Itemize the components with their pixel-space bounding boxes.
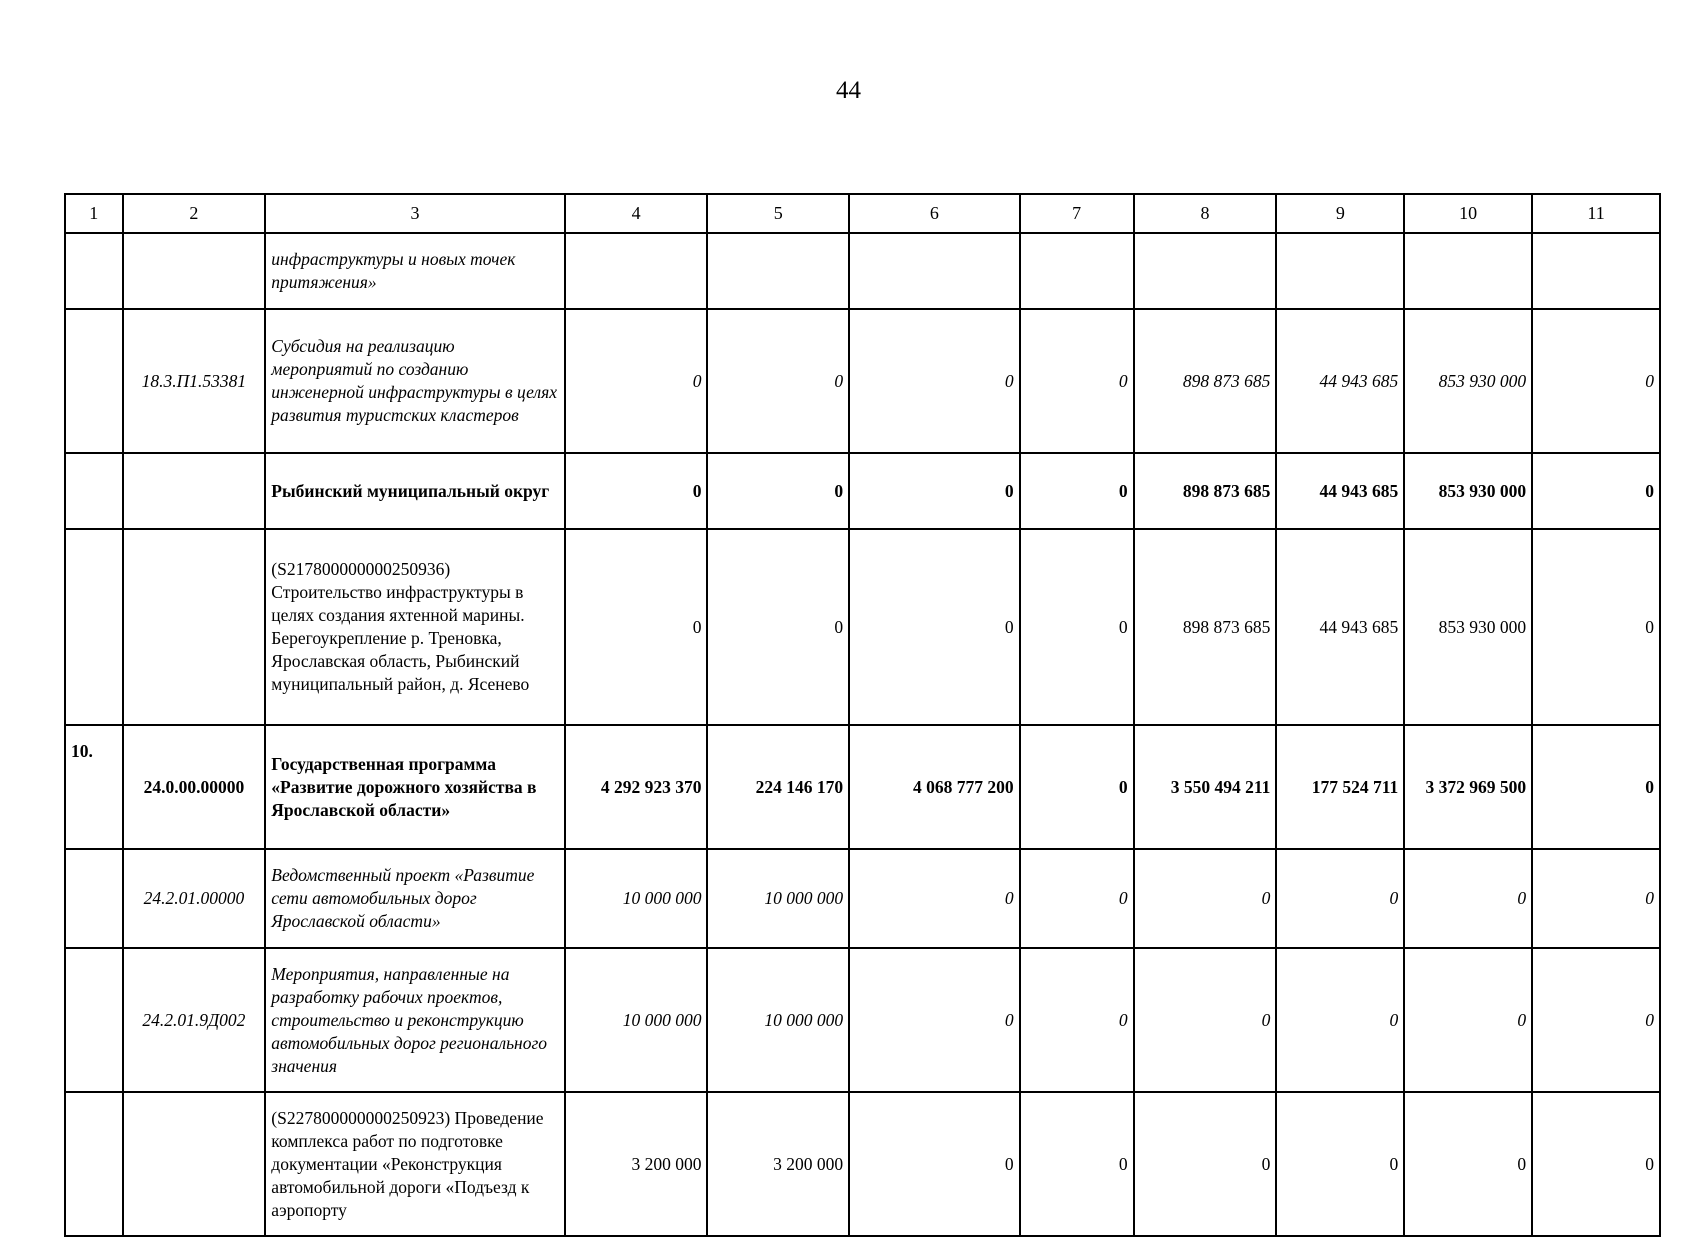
- value-cell: 0: [707, 529, 849, 725]
- column-header: 6: [849, 194, 1019, 233]
- column-header: 5: [707, 194, 849, 233]
- value-cell: 898 873 685: [1134, 529, 1277, 725]
- value-cell: 4 068 777 200: [849, 725, 1019, 849]
- row-name-cell: (S217800000000250936) Строительство инфраструктуры в целях создания яхтенной марины. Берегоукрепление р. Треновка, Ярославская область, Рыбинский муниципальный район, д. Ясенево: [265, 529, 564, 725]
- row-name-cell: Рыбинский муниципальный округ: [265, 453, 564, 529]
- row-name-cell: Государственная программа «Развитие дорожного хозяйства в Ярославской области»: [265, 725, 564, 849]
- row-name-cell: Мероприятия, направленные на разработку рабочих проектов, строительство и реконструкцию автомобильных дорог регионального значения: [265, 948, 564, 1092]
- row-index-cell: [65, 453, 123, 529]
- row-code-cell: [123, 453, 266, 529]
- table-row: [65, 529, 1660, 725]
- value-cell: [1134, 233, 1277, 309]
- row-code-cell: 24.0.00.00000: [123, 725, 266, 849]
- value-cell: [1404, 233, 1532, 309]
- value-cell: 0: [707, 309, 849, 453]
- column-header: 2: [123, 194, 266, 233]
- value-cell: 0: [1020, 529, 1134, 725]
- value-cell: 0: [1532, 309, 1660, 453]
- value-cell: 0: [1134, 948, 1277, 1092]
- value-cell: 0: [1404, 948, 1532, 1092]
- column-header: 9: [1276, 194, 1404, 233]
- value-cell: 3 550 494 211: [1134, 725, 1277, 849]
- value-cell: 0: [1532, 453, 1660, 529]
- row-code-cell: 18.3.П1.53381: [123, 309, 266, 453]
- value-cell: 853 930 000: [1404, 453, 1532, 529]
- value-cell: 0: [1276, 1092, 1404, 1236]
- row-index-cell: [65, 849, 123, 948]
- value-cell: 3 372 969 500: [1404, 725, 1532, 849]
- table-row: [65, 725, 1660, 849]
- value-cell: 0: [1532, 1092, 1660, 1236]
- value-cell: [1276, 233, 1404, 309]
- table-row: [65, 309, 1660, 453]
- value-cell: 853 930 000: [1404, 309, 1532, 453]
- value-cell: 0: [1532, 948, 1660, 1092]
- value-cell: 0: [849, 849, 1019, 948]
- table-row: [65, 1092, 1660, 1236]
- value-cell: [565, 233, 708, 309]
- value-cell: 0: [1020, 725, 1134, 849]
- column-header: 10: [1404, 194, 1532, 233]
- column-header: 8: [1134, 194, 1277, 233]
- table-header-row: [65, 194, 1660, 233]
- row-name-cell: Ведомственный проект «Развитие сети автомобильных дорог Ярославской области»: [265, 849, 564, 948]
- table-row: [65, 233, 1660, 309]
- value-cell: 0: [1532, 725, 1660, 849]
- row-code-cell: 24.2.01.9Д002: [123, 948, 266, 1092]
- value-cell: 0: [1020, 849, 1134, 948]
- value-cell: 10 000 000: [707, 948, 849, 1092]
- row-index-cell: [65, 948, 123, 1092]
- row-index-cell: [65, 233, 123, 309]
- row-index-cell: [65, 529, 123, 725]
- value-cell: 44 943 685: [1276, 453, 1404, 529]
- value-cell: 0: [1020, 948, 1134, 1092]
- value-cell: 0: [849, 453, 1019, 529]
- column-header: 4: [565, 194, 708, 233]
- value-cell: 0: [565, 453, 708, 529]
- column-header: 7: [1020, 194, 1134, 233]
- budget-table: [64, 193, 1661, 1237]
- row-code-cell: [123, 529, 266, 725]
- value-cell: 0: [565, 529, 708, 725]
- value-cell: 0: [707, 453, 849, 529]
- value-cell: 10 000 000: [565, 948, 708, 1092]
- column-header: 3: [265, 194, 564, 233]
- value-cell: 4 292 923 370: [565, 725, 708, 849]
- column-header: 11: [1532, 194, 1660, 233]
- row-index-cell: [65, 309, 123, 453]
- page-number: 44: [836, 77, 861, 104]
- row-index-cell: [65, 1092, 123, 1236]
- value-cell: 224 146 170: [707, 725, 849, 849]
- value-cell: 898 873 685: [1134, 309, 1277, 453]
- value-cell: 0: [1020, 309, 1134, 453]
- value-cell: 0: [1404, 849, 1532, 948]
- value-cell: 0: [1020, 1092, 1134, 1236]
- row-code-cell: [123, 233, 266, 309]
- value-cell: 3 200 000: [565, 1092, 708, 1236]
- row-name-cell: (S227800000000250923) Проведение комплекса работ по подготовке документации «Реконструкция автомобильной дороги «Подъезд к аэропорту: [265, 1092, 564, 1236]
- value-cell: 0: [849, 309, 1019, 453]
- value-cell: 44 943 685: [1276, 309, 1404, 453]
- value-cell: 0: [849, 529, 1019, 725]
- row-index-cell: 10.: [65, 725, 123, 849]
- value-cell: 0: [849, 948, 1019, 1092]
- row-name-cell: Субсидия на реализацию мероприятий по созданию инженерной инфраструктуры в целях развития туристских кластеров: [265, 309, 564, 453]
- value-cell: [849, 233, 1019, 309]
- value-cell: 177 524 711: [1276, 725, 1404, 849]
- value-cell: 0: [849, 1092, 1019, 1236]
- value-cell: 0: [1134, 1092, 1277, 1236]
- value-cell: [707, 233, 849, 309]
- value-cell: 0: [1276, 849, 1404, 948]
- value-cell: 0: [1020, 453, 1134, 529]
- value-cell: 10 000 000: [707, 849, 849, 948]
- value-cell: 898 873 685: [1134, 453, 1277, 529]
- row-code-cell: [123, 1092, 266, 1236]
- value-cell: 0: [1134, 849, 1277, 948]
- value-cell: 0: [565, 309, 708, 453]
- value-cell: 44 943 685: [1276, 529, 1404, 725]
- column-header: 1: [65, 194, 123, 233]
- value-cell: 10 000 000: [565, 849, 708, 948]
- row-name-cell: инфраструктуры и новых точек притяжения»: [265, 233, 564, 309]
- value-cell: 0: [1532, 529, 1660, 725]
- table-row: [65, 453, 1660, 529]
- table-row: [65, 948, 1660, 1092]
- row-code-cell: 24.2.01.00000: [123, 849, 266, 948]
- value-cell: 0: [1532, 849, 1660, 948]
- value-cell: 3 200 000: [707, 1092, 849, 1236]
- value-cell: 0: [1276, 948, 1404, 1092]
- table-row: [65, 849, 1660, 948]
- value-cell: 853 930 000: [1404, 529, 1532, 725]
- value-cell: 0: [1404, 1092, 1532, 1236]
- value-cell: [1020, 233, 1134, 309]
- value-cell: [1532, 233, 1660, 309]
- table-body: [65, 194, 1660, 1236]
